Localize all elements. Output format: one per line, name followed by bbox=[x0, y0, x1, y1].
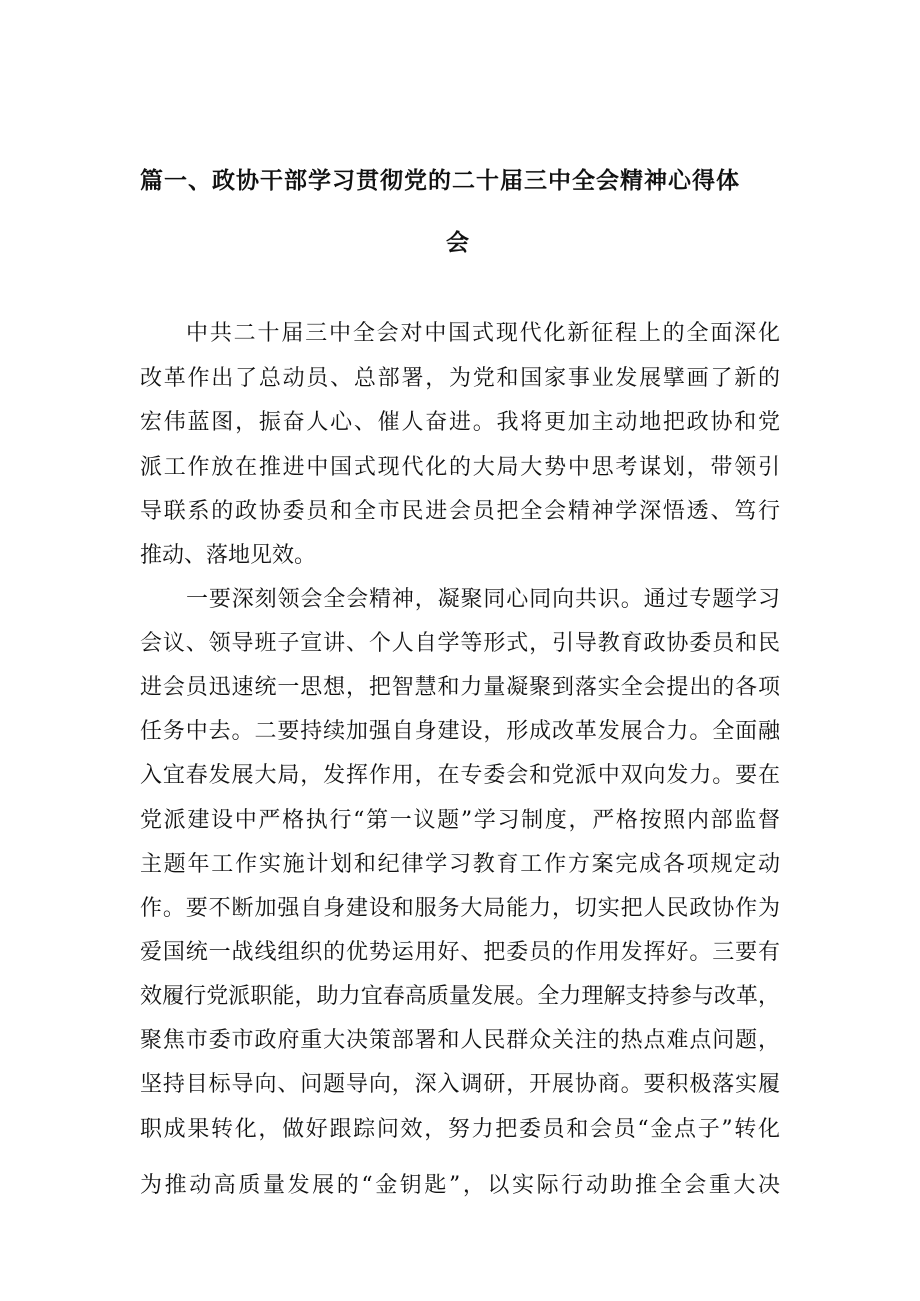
paragraph-1-line-3: 宏伟蓝图，振奋人心、催人奋进。我将更加主动地把政协和党 bbox=[140, 410, 780, 435]
paragraph-2-line-8: 作。要不断加强自身建设和服务大局能力，切实把人民政协作为 bbox=[140, 896, 780, 921]
paragraph-2-line-9: 爱国统一战线组织的优势运用好、把委员的作用发挥好。三要有 bbox=[140, 940, 780, 965]
paragraph-2-line-4: 任务中去。二要持续加强自身建设，形成改革发展合力。全面融 bbox=[140, 719, 780, 744]
paragraph-2-line-6: 党派建设中严格执行“第一议题”学习制度，严格按照内部监督 bbox=[140, 808, 780, 833]
paragraph-2-line-5: 入宜春发展大局，发挥作用，在专委会和党派中双向发力。要在 bbox=[140, 763, 780, 788]
paragraph-2-line-12: 坚持目标导向、问题导向，深入调研，开展协商。要积极落实履 bbox=[140, 1072, 780, 1097]
document-title-line-2: 会 bbox=[446, 230, 470, 256]
paragraph-1-line-1: 中共二十届三中全会对中国式现代化新征程上的全面深化 bbox=[186, 321, 780, 346]
paragraph-2-line-1: 一要深刻领会全会精神，凝聚同心同向共识。通过专题学习 bbox=[186, 587, 780, 612]
paragraph-2-line-14: 为推动高质量发展的“金钥匙”，以实际行动助推全会重大决 bbox=[140, 1173, 780, 1198]
paragraph-2-line-10: 效履行党派职能，助力宜春高质量发展。全力理解支持参与改革， bbox=[140, 984, 780, 1009]
document-title-line-1: 篇一、政协干部学习贯彻党的二十届三中全会精神心得体 bbox=[140, 168, 740, 194]
paragraph-2-line-7: 主题年工作实施计划和纪律学习教育工作方案完成各项规定动 bbox=[140, 852, 780, 877]
paragraph-2-line-3: 进会员迅速统一思想，把智慧和力量凝聚到落实全会提出的各项 bbox=[140, 675, 780, 700]
paragraph-1-line-6: 推动、落地见效。 bbox=[140, 543, 317, 568]
paragraph-1-line-4: 派工作放在推进中国式现代化的大局大势中思考谋划，带领引 bbox=[140, 455, 780, 480]
paragraph-1-line-5: 导联系的政协委员和全市民进会员把全会精神学深悟透、笃行 bbox=[140, 499, 780, 524]
paragraph-2-line-13: 职成果转化，做好跟踪问效，努力把委员和会员“金点子”转化 bbox=[140, 1117, 780, 1142]
paragraph-1-line-2: 改革作出了总动员、总部署，为党和国家事业发展擘画了新的 bbox=[140, 366, 780, 391]
paragraph-2-line-2: 会议、领导班子宣讲、个人自学等形式，引导教育政协委员和民 bbox=[140, 631, 780, 656]
paragraph-2-line-11: 聚焦市委市政府重大决策部署和人民群众关注的热点难点问题， bbox=[140, 1028, 780, 1053]
